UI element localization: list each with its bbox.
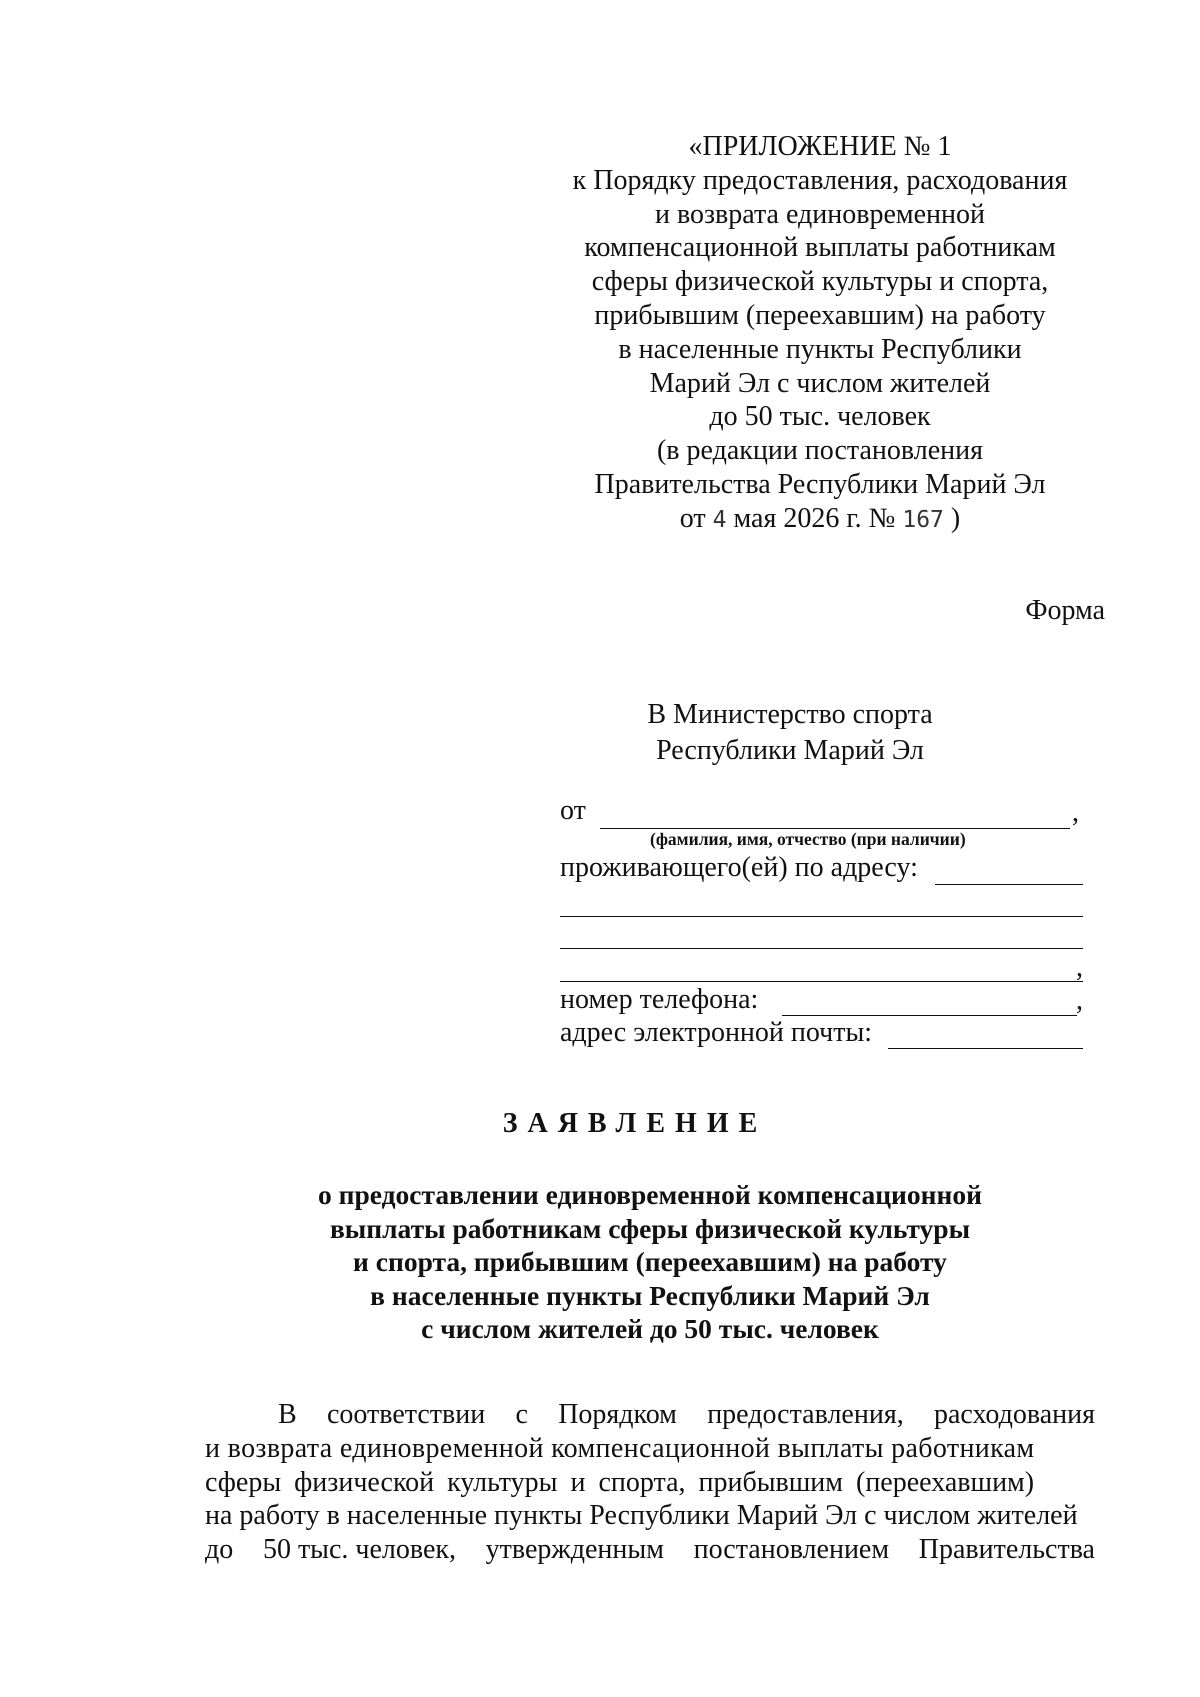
date-close: ) <box>950 502 961 534</box>
appendix-line: к Порядку предоставления, расходования <box>572 164 1068 196</box>
addressee <box>620 697 960 769</box>
body-word: предоставления, <box>707 1399 904 1430</box>
body-line-4: на работу в населенные пункты Республики Марий Эл с числом жителей <box>205 1500 1078 1532</box>
subtitle-line: о предоставлении единовременной компенсационной <box>318 1179 982 1210</box>
body-word: В <box>278 1399 297 1430</box>
document-title: ЗАЯВЛЕНИЕ <box>502 1108 768 1139</box>
body-word: соответствии <box>326 1399 486 1430</box>
address-label: проживающего(ей) по адресу: <box>560 852 918 883</box>
appendix-line: сферы физической культуры и спорта, <box>591 266 1049 298</box>
body-line-2: и возврата единовременной компенсационной выплаты работникам <box>205 1432 1035 1464</box>
body-paragraph <box>205 1398 1095 1567</box>
from-label: от <box>560 795 586 826</box>
subtitle-line: выплаты работникам сферы физической культуры <box>329 1212 971 1244</box>
phone-comma: , <box>1076 985 1083 1016</box>
subtitle-line: и спорта, прибывшим (переехавшим) на работу <box>353 1246 947 1277</box>
subtitle-line: в населенные пункты Республики Марий Эл <box>370 1279 930 1311</box>
body-line-5 <box>205 1533 1095 1567</box>
appendix-title: «ПРИЛОЖЕНИЕ № 1 <box>688 131 952 162</box>
appendix-line: до 50 тыс. человек <box>709 401 931 433</box>
body-word: 50 тыс. человек, <box>262 1534 456 1566</box>
appendix-line: прибывшим (переехавшим) на работу <box>594 299 1046 331</box>
date-day: 4 <box>712 506 727 533</box>
address-field-line-3[interactable] <box>560 948 1083 949</box>
appendix-line: в населенные пункты Республики <box>618 333 1022 365</box>
form-label: Форма <box>1025 595 1105 626</box>
body-word: утвержденным <box>485 1534 664 1566</box>
appendix-line: Марий Эл с числом жителей <box>649 367 991 399</box>
date-prefix: от <box>679 502 706 534</box>
document-subtitle <box>230 1178 1070 1346</box>
body-line-1 <box>205 1398 1095 1432</box>
phone-field-line[interactable] <box>782 1015 1077 1016</box>
subtitle-line: с числом жителей до 50 тыс. человек <box>421 1313 879 1344</box>
body-word: до <box>205 1534 234 1566</box>
date-month-year: мая 2026 г. № <box>733 502 896 534</box>
appendix-line: (в редакции постановления <box>656 435 984 467</box>
body-word: расходования <box>934 1399 1095 1430</box>
decree-number: 167 <box>902 506 944 533</box>
addressee-line-2: Республики Марий Эл <box>656 735 924 766</box>
address-field-line-4[interactable] <box>560 981 1083 982</box>
name-hint: (фамилия, имя, отчество (при наличии) <box>650 829 966 849</box>
phone-label: номер телефона: <box>560 984 759 1015</box>
address-field-line-1[interactable] <box>935 884 1083 885</box>
appendix-header <box>520 130 1120 538</box>
body-word: Правительства <box>918 1534 1095 1566</box>
address-field-line-2[interactable] <box>560 916 1083 917</box>
appendix-line: компенсационной выплаты работникам <box>584 232 1056 264</box>
decree-date-line <box>520 502 1120 538</box>
appendix-line: Правительства Республики Марий Эл <box>594 468 1046 500</box>
body-word: Порядком <box>558 1399 677 1430</box>
addressee-line-1: В Министерство спорта <box>647 699 933 730</box>
name-comma: , <box>1072 797 1079 828</box>
email-label: адрес электронной почты: <box>560 1017 873 1048</box>
appendix-line: и возврата единовременной <box>654 198 986 230</box>
email-field-line[interactable] <box>888 1048 1083 1049</box>
body-word: с <box>515 1399 528 1430</box>
body-word: постановлением <box>693 1534 890 1566</box>
address-comma: , <box>1076 952 1083 983</box>
body-line-3: сферы физической культуры и спорта, прибывшим (переехавшим) <box>205 1466 1035 1498</box>
